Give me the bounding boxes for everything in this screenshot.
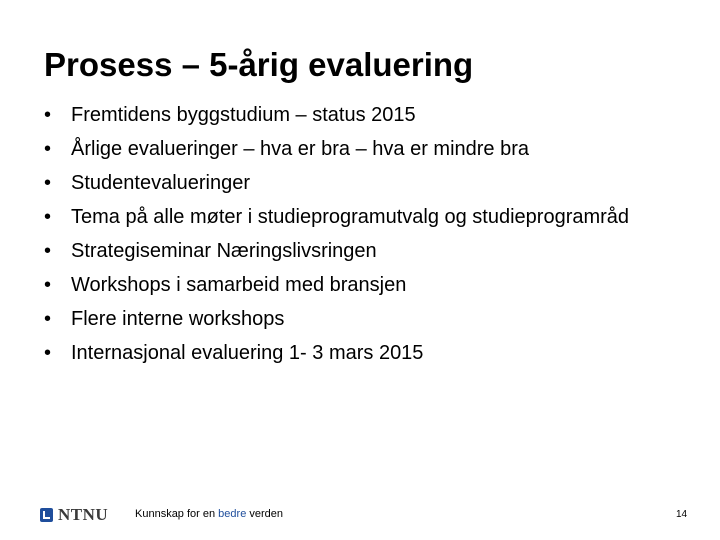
bullet-text: Tema på alle møter i studieprogramutvalg og studieprogramråd (71, 206, 630, 228)
bullet-dot: • (44, 104, 52, 126)
bullet-list (44, 104, 684, 376)
ntnu-logo (40, 505, 108, 525)
footer-tagline (135, 508, 283, 520)
bullet-dot: • (44, 274, 52, 296)
list-item (44, 172, 684, 195)
bullet-text: Internasjonal evaluering 1- 3 mars 2015 (71, 342, 424, 364)
page-number: 14 (676, 509, 688, 520)
bullet-text: Strategiseminar Næringslivsringen (71, 240, 377, 262)
bullet-text: Workshops i samarbeid med bransjen (71, 274, 407, 296)
logo-text: NTNU (58, 505, 109, 524)
slide-title: Prosess – 5-årig evaluering (44, 46, 474, 83)
bullet-text: Flere interne workshops (71, 308, 285, 330)
list-item (44, 308, 684, 331)
ntnu-logo-icon (40, 508, 53, 522)
bullet-text: Fremtidens byggstudium – status 2015 (71, 104, 416, 126)
list-item (44, 104, 684, 127)
list-item (44, 206, 684, 229)
bullet-dot: • (44, 138, 52, 160)
bullet-text: Årlige evalueringer – hva er bra – hva er mindre bra (71, 138, 530, 160)
bullet-dot: • (44, 342, 52, 364)
bullet-dot: • (44, 172, 52, 194)
tagline-accent: bedre (218, 508, 247, 520)
bullet-dot: • (44, 240, 52, 262)
list-item (44, 274, 684, 297)
bullet-text: Studentevalueringer (71, 172, 251, 194)
bullet-dot: • (44, 308, 52, 330)
list-item (44, 342, 684, 365)
bullet-dot: • (44, 206, 52, 228)
tagline-post: verden (246, 508, 284, 520)
tagline-pre: Kunnskap for en (135, 508, 219, 520)
list-item (44, 138, 684, 161)
list-item (44, 240, 684, 263)
